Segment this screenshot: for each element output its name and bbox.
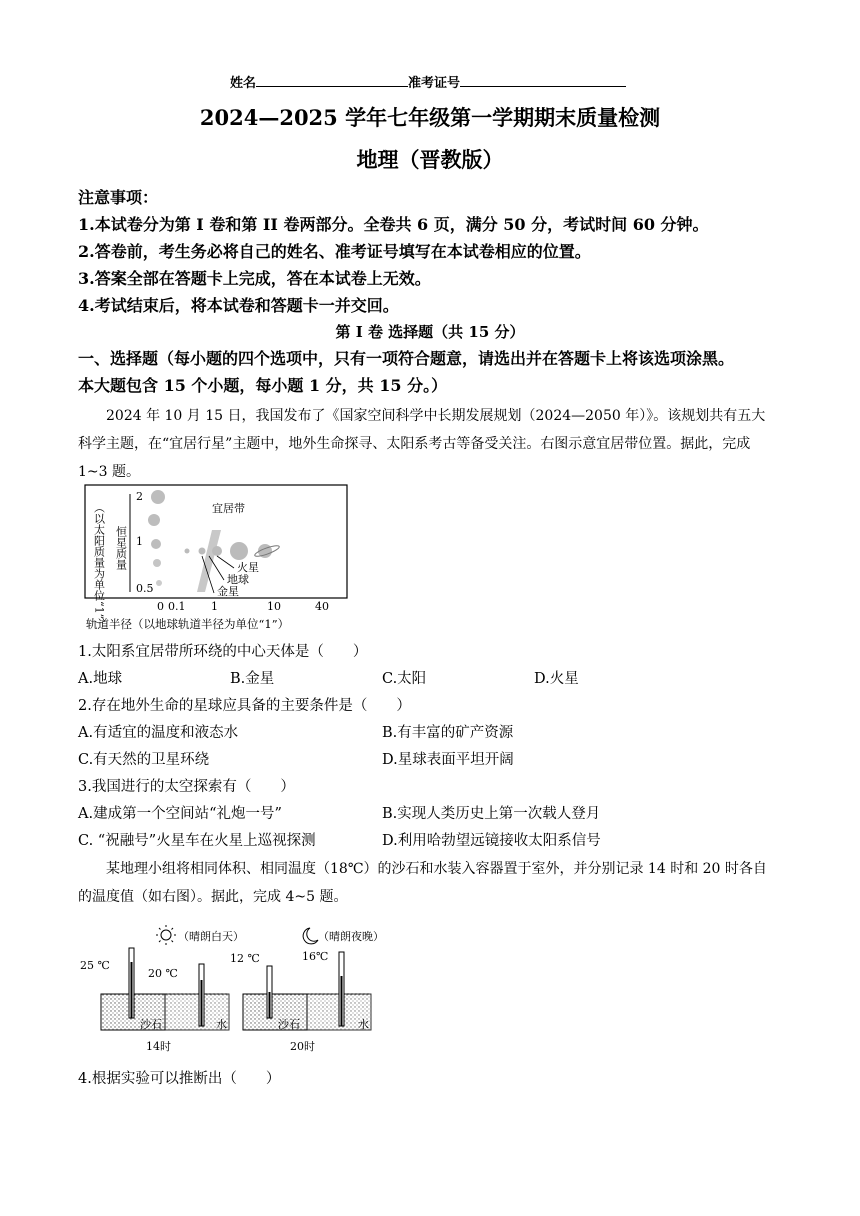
- x-tick: 10: [267, 600, 281, 613]
- star-dot: [151, 490, 165, 504]
- option-d[interactable]: D.火星: [534, 671, 579, 687]
- exam-subtitle: 地理（晋教版）: [356, 147, 504, 172]
- question-1-stem: 1.太阳系宜居带所环绕的中心天体是（ ）: [78, 644, 368, 660]
- temperature-experiment-figure: [78, 922, 398, 1062]
- sand-temp-14: 25 ℃: [80, 959, 110, 972]
- star-dot: [151, 539, 161, 549]
- y-axis-title: （以太阳质量为单位“1”）: [92, 502, 106, 631]
- option-b[interactable]: B.金星: [230, 671, 275, 687]
- star-dot: [148, 514, 160, 526]
- x-tick: 40: [315, 600, 329, 613]
- option-b[interactable]: B.实现人类历史上第一次载人登月: [382, 806, 601, 822]
- day-label: （晴朗白天）: [178, 930, 244, 943]
- notes-heading: 注意事项：: [78, 188, 159, 207]
- planet-label: 火星: [237, 561, 259, 574]
- option-a[interactable]: A.建成第一个空间站“礼炮一号”: [78, 806, 282, 822]
- question-4-stem: 4.根据实验可以推断出（ ）: [78, 1071, 281, 1087]
- x-tick: 0.1: [168, 600, 186, 613]
- planet-dot: [212, 546, 222, 556]
- planet-label: 金星: [217, 585, 239, 598]
- star-dot: [153, 559, 161, 567]
- section-title: 第 I 卷 选择题（共 15 分）: [335, 323, 525, 341]
- y-tick: 0.5: [136, 582, 154, 595]
- x-tick: 1: [211, 600, 218, 613]
- passage-2: 某地理小组将相同体积、相同温度（18℃）的沙石和水装入容器置于室外，并分别记录 14 时和 20 时各自的温度值（如右图）。据此，完成 4~5 题。: [78, 861, 767, 905]
- option-c[interactable]: C.有天然的卫星环绕: [78, 752, 210, 768]
- planet-dot: [230, 542, 248, 560]
- name-field[interactable]: [256, 72, 408, 87]
- zone-label: 宜居带: [212, 502, 245, 515]
- time-label-14: 14时: [146, 1040, 171, 1053]
- habitable-zone-band: [197, 530, 221, 592]
- option-c[interactable]: C. “祝融号”火星车在火星上巡视探测: [78, 833, 316, 849]
- question-2-stem: 2.存在地外生命的星球应具备的主要条件是（ ）: [78, 698, 411, 714]
- candidate-info-line: [230, 72, 626, 91]
- exam-no-field[interactable]: [460, 72, 626, 87]
- moon-icon: [303, 928, 318, 944]
- note-item: 2.答卷前，考生务必将自己的姓名、准考证号填写在本试卷相应的位置。: [78, 242, 591, 261]
- option-b[interactable]: B.有丰富的矿产资源: [382, 725, 514, 741]
- option-d[interactable]: D.利用哈勃望远镜接收太阳系信号: [382, 833, 601, 849]
- x-tick: 0: [157, 600, 164, 613]
- option-d[interactable]: D.星球表面平坦开阔: [382, 752, 514, 768]
- star-dot: [156, 580, 162, 586]
- passage-1: 2024 年 10 月 15 日，我国发布了《国家空间科学中长期发展规划（2024—2050 年）》。该规划共有五大科学主题，在“宜居行星”主题中，地外生命探寻、太阳系考古等备受关注。右图示意宜居带位置。据此，完成 1~3 题。: [78, 408, 766, 480]
- planet-label: 地球: [227, 573, 249, 586]
- section-instruction: 一、选择题（每小题的四个选项中，只有一项符合题意，请选出并在答题卡上将该选项涂黑。: [78, 349, 735, 368]
- sand-label: 沙石: [140, 1018, 162, 1031]
- planet-dot: [185, 549, 190, 554]
- sand-temp-20: 12 ℃: [230, 952, 260, 965]
- water-temp-14: 20 ℃: [148, 967, 178, 980]
- x-axis-label: 轨道半径（以地球轨道半径为单位“1”）: [86, 617, 290, 631]
- option-a[interactable]: A.有适宜的温度和液态水: [78, 725, 239, 741]
- note-item: 3.答案全部在答题卡上完成，答在本试卷上无效。: [78, 269, 431, 288]
- water-temp-20: 16℃: [302, 950, 329, 963]
- note-item: 1.本试卷分为第 I 卷和第 II 卷两部分。全卷共 6 页，满分 50 分，考试时间 60 分钟。: [78, 215, 709, 234]
- option-c[interactable]: C.太阳: [382, 671, 427, 687]
- sun-icon: [156, 925, 176, 945]
- y-axis-label: 恒星质量: [114, 526, 128, 570]
- y-tick: 2: [136, 490, 143, 503]
- habitable-zone-figure: [84, 484, 352, 634]
- water-label: 水: [216, 1018, 227, 1031]
- y-tick: 1: [136, 535, 143, 548]
- exam-no-label: 准考证号: [408, 76, 461, 91]
- name-label: 姓名: [230, 76, 257, 91]
- time-label-20: 20时: [290, 1040, 315, 1053]
- water-label: 水: [358, 1018, 369, 1031]
- section-instruction: 本大题包含 15 个小题，每小题 1 分，共 15 分。）: [78, 376, 448, 395]
- night-label: （晴朗夜晚）: [318, 930, 384, 943]
- sand-label: 沙石: [278, 1018, 300, 1031]
- option-a[interactable]: A.地球: [78, 671, 123, 687]
- question-3-stem: 3.我国进行的太空探索有（ ）: [78, 779, 295, 795]
- exam-title: 2024—2025 学年七年级第一学期期末质量检测: [199, 105, 661, 130]
- note-item: 4.考试结束后，将本试卷和答题卡一并交回。: [78, 296, 399, 315]
- planet-dot: [199, 548, 206, 555]
